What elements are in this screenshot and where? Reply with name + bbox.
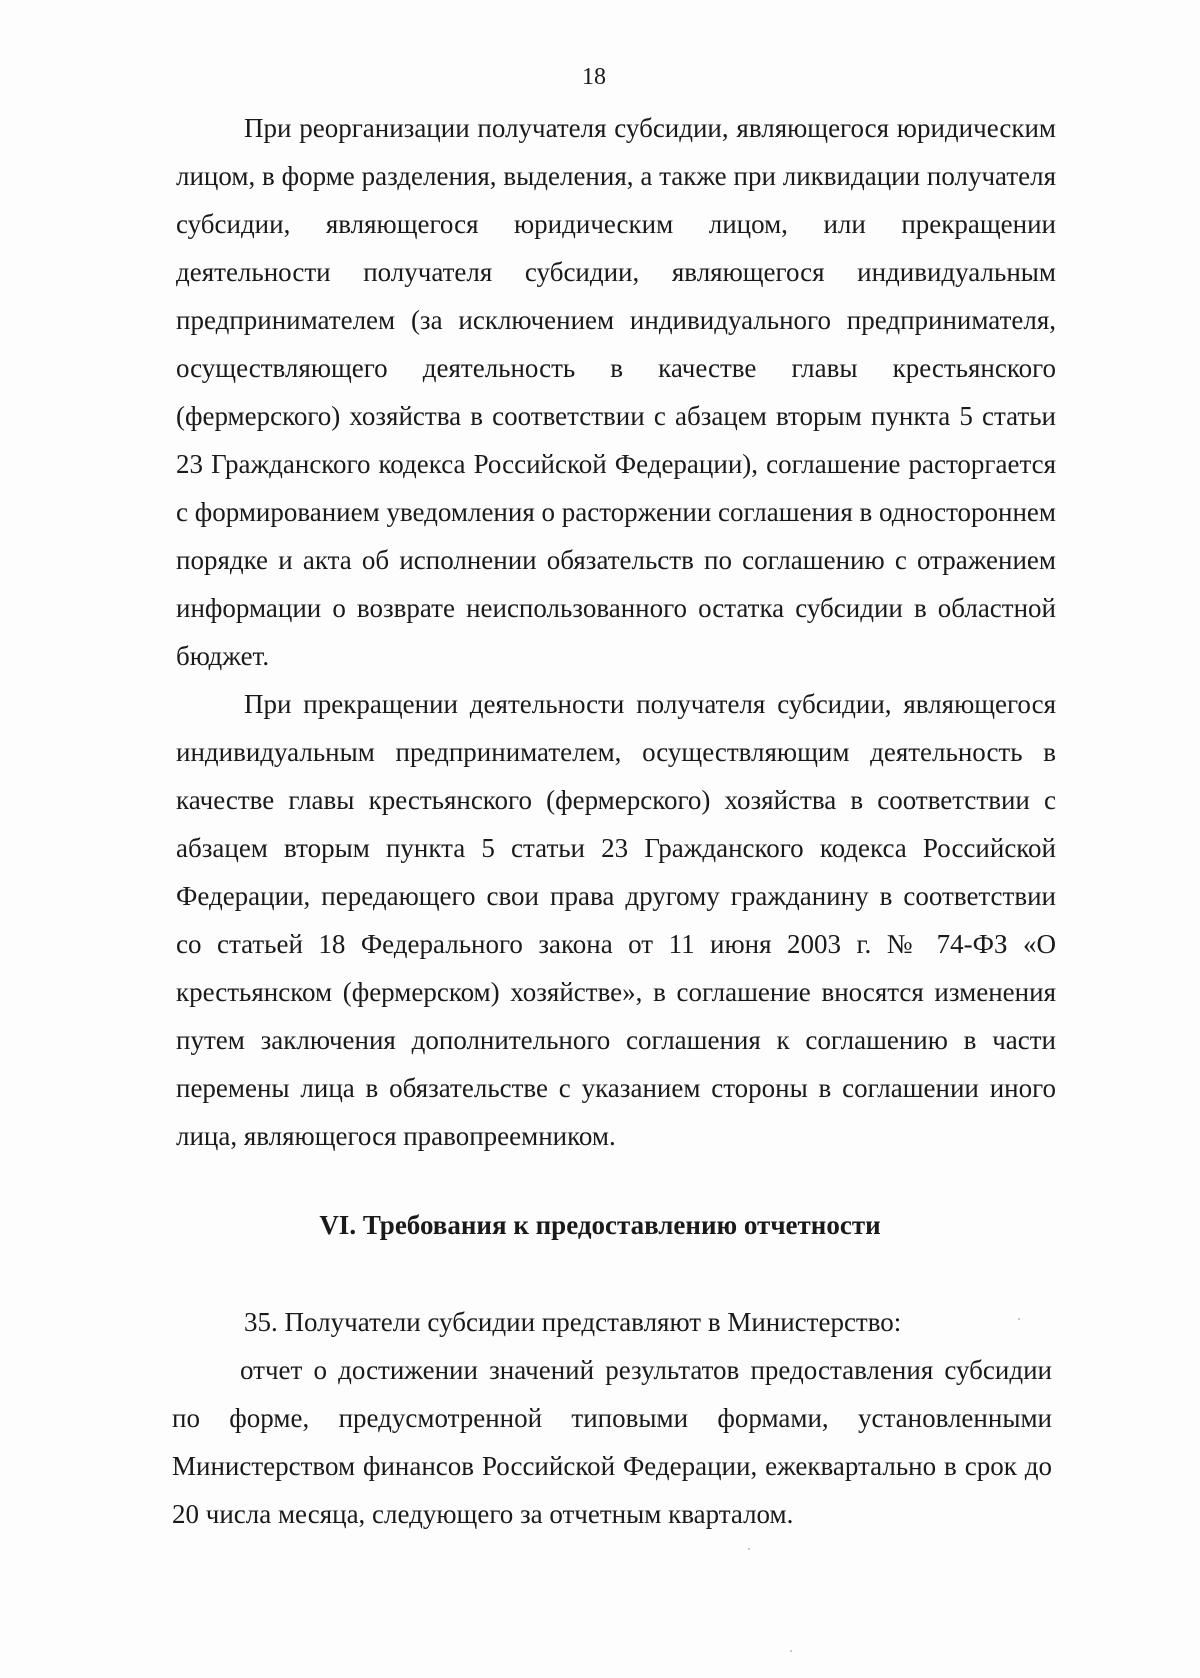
paragraph-reorganization: При реорганизации получателя субсидии, являющегося юридическим лицом, в форме разделения, выделения, а также при ликвидации получателя субсидии, являющегося юридическим лицом, или прекращении деятельности получателя субсидии, являющегося индивидуальным предпринимателем (за исключением индивидуального предпринимателя, осуществляющего деятельность в качестве главы крестьянского (фермерского) хозяйства в соответствии с абзацем вторым пункта 5 статьи 23 Гражданского кодекса Российской Федерации), соглашение расторгается с формированием уведомления о расторжении соглашения в одностороннем порядке и акта об исполнении обязательств по соглашению с отражением информации о возврате неиспользованного остатка субсидии в областной бюджет. [176,113,1057,671]
scan-speck [790,1650,792,1652]
paragraph-report: отчет о достижении значений результатов предоставления субсидии по форме, предусмотренной типовыми формами, установленными Министерством финансов Российской Федерации, ежеквартально в срок до 20 числа месяца, следующего за отчетным кварталом. [172,1355,1052,1529]
scan-speck [1018,1318,1020,1320]
paragraph-termination: При прекращении деятельности получателя субсидии, являющегося индивидуальным предпринимателем, осуществляющим деятельность в качестве главы крестьянского (фермерского) хозяйства в соответствии с абзацем вторым пункта 5 статьи 23 Гражданского кодекса Российской Федерации, передающего свои права другому гражданину в соответствии со статьей 18 Федерального закона от 11 июня 2003 г. № 74-ФЗ «О крестьянском (фермерском) хозяйстве», в соглашение вносятся изменения путем заключения дополнительного соглашения к соглашению в части перемены лица в обязательстве с указанием стороны в соглашении иного лица, являющегося правопреемником. [176,689,1056,1151]
scan-speck [748,1548,750,1550]
section-heading: VI. Требования к предоставлению отчетности [319,1210,881,1240]
page-number: 18 [582,64,606,90]
item-35: 35. Получатели субсидии представляют в Министерство: [244,1307,902,1337]
